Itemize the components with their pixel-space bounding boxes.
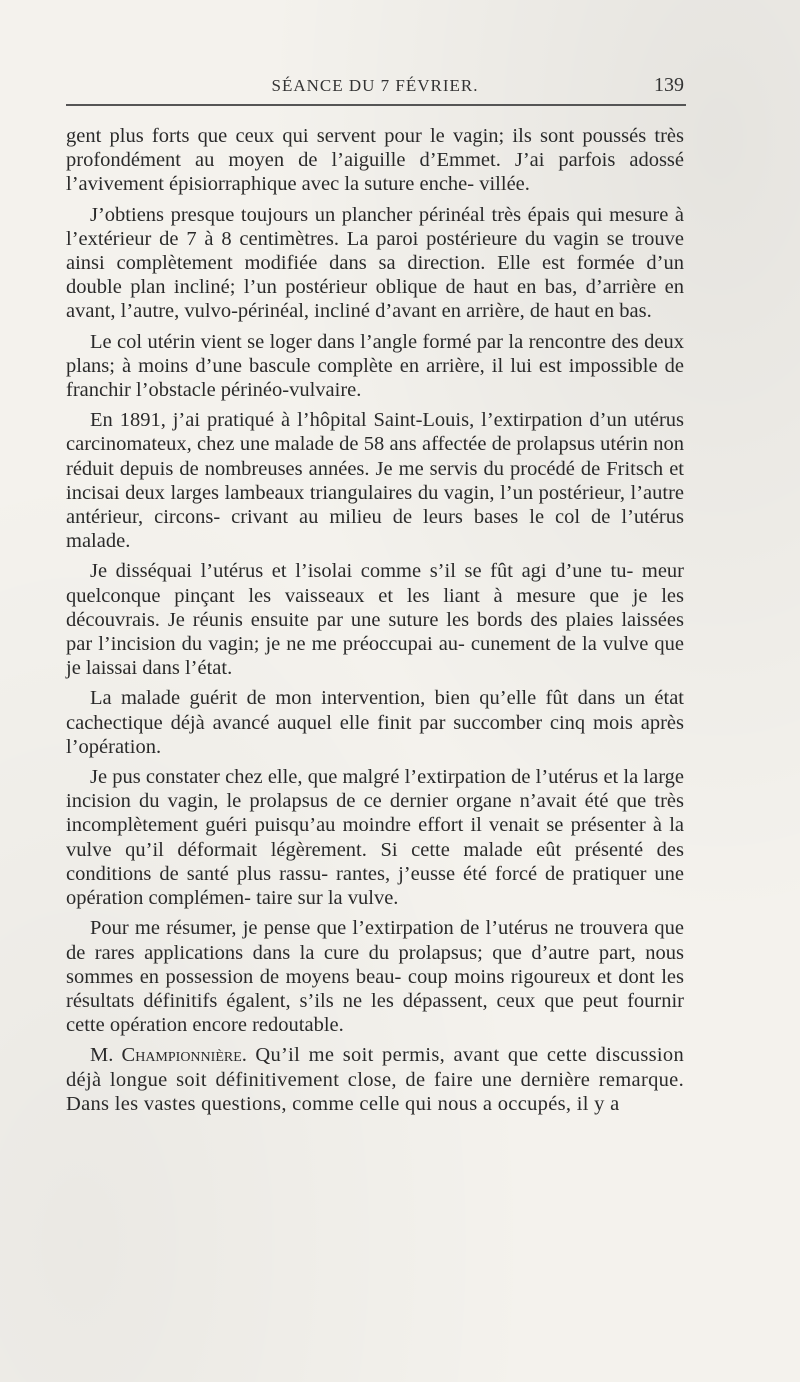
speaker-text: Qu’il me soit permis, avant que cette discussion déjà longue soit définitivement close, de faire une dernière remarque. Dans les vastes questions, comme celle qui nous a occupés, il y a [66, 1044, 684, 1115]
speaker-name: M. Championnière. [90, 1044, 247, 1067]
paragraph-8: Pour me résumer, je pense que l’extirpation de l’utérus ne trouvera que de rares applications dans la cure du prolapsus; que d’autre part, nous sommes en possession de moyens beau- coup moins rigoureux et dont les résultats définitifs égalent, s’ils ne les dépassent, ceux que peut fournir cette opération encore redoutable. [66, 917, 684, 1037]
paragraph-2: J’obtiens presque toujours un plancher périnéal très épais qui mesure à l’extérieur de 7 à 8 centimètres. La paroi postérieure du vagin se trouve ainsi complètement modifiée dans sa direction. Elle est formée d’un double plan incliné; l’un postérieur oblique de haut en bas, d’arrière en avant, l’autre, vulvo-périnéal, incliné d’avant en arrière, de haut en bas. [66, 203, 684, 323]
paragraph-7: Je pus constater chez elle, que malgré l’extirpation de l’utérus et la large incision du vagin, le prolapsus de ce dernier organe n’avait été que très incomplètement guéri puisqu’au moindre effort il venait se présenter à la vulve qu’il déformait légèrement. Si cette malade eût présenté des conditions de santé plus rassu- rantes, j’eusse été forcé de pratiquer une opération complémen- taire sur la vulve. [66, 766, 684, 910]
header-rule [66, 104, 686, 106]
paragraph-4: En 1891, j’ai pratiqué à l’hôpital Saint-Louis, l’extirpation d’un utérus carcinomateux, chez une malade de 58 ans affectée de prolapsus utérin non réduit depuis de nombreuses années. Je me servis du procédé de Fritsch et incisai deux larges lambeaux triangulaires du vagin, l’un postérieur, l’autre antérieur, circons- crivant au milieu de leurs bases le col de l’utérus malade. [66, 409, 684, 553]
paragraph-1: gent plus forts que ceux qui servent pour le vagin; ils sont poussés très profondément au moyen de l’aiguille d’Emmet. J’ai parfois adossé l’avivement épisiorraphique avec la suture enche- villée. [66, 125, 684, 196]
paragraph-6: La malade guérit de mon intervention, bien qu’elle fût dans un état cachectique déjà avancé auquel elle finit par succomber cinq mois après l’opération. [66, 687, 684, 758]
page-number: 139 [654, 74, 684, 96]
paragraph-5: Je disséquai l’utérus et l’isolai comme s’il se fût agi d’une tu- meur quelconque pinçant les vaisseaux et les liant à mesure que je les découvrais. Je réunis ensuite par une suture les bords des plaies laissées par l’incision du vagin; je ne me préoccupai au- cunement de la vulve que je laissai dans l’état. [66, 560, 684, 680]
running-title: SÉANCE DU 7 FÉVRIER. [271, 76, 479, 95]
page-header [66, 70, 684, 104]
speaker-paragraph [66, 1043, 684, 1116]
paragraph-3: Le col utérin vient se loger dans l’angle formé par la rencontre des deux plans; à moins d’une bascule complète en arrière, il lui est impossible de franchir l’obstacle périnéo-vulvaire. [66, 330, 684, 402]
body-text [66, 124, 684, 1122]
